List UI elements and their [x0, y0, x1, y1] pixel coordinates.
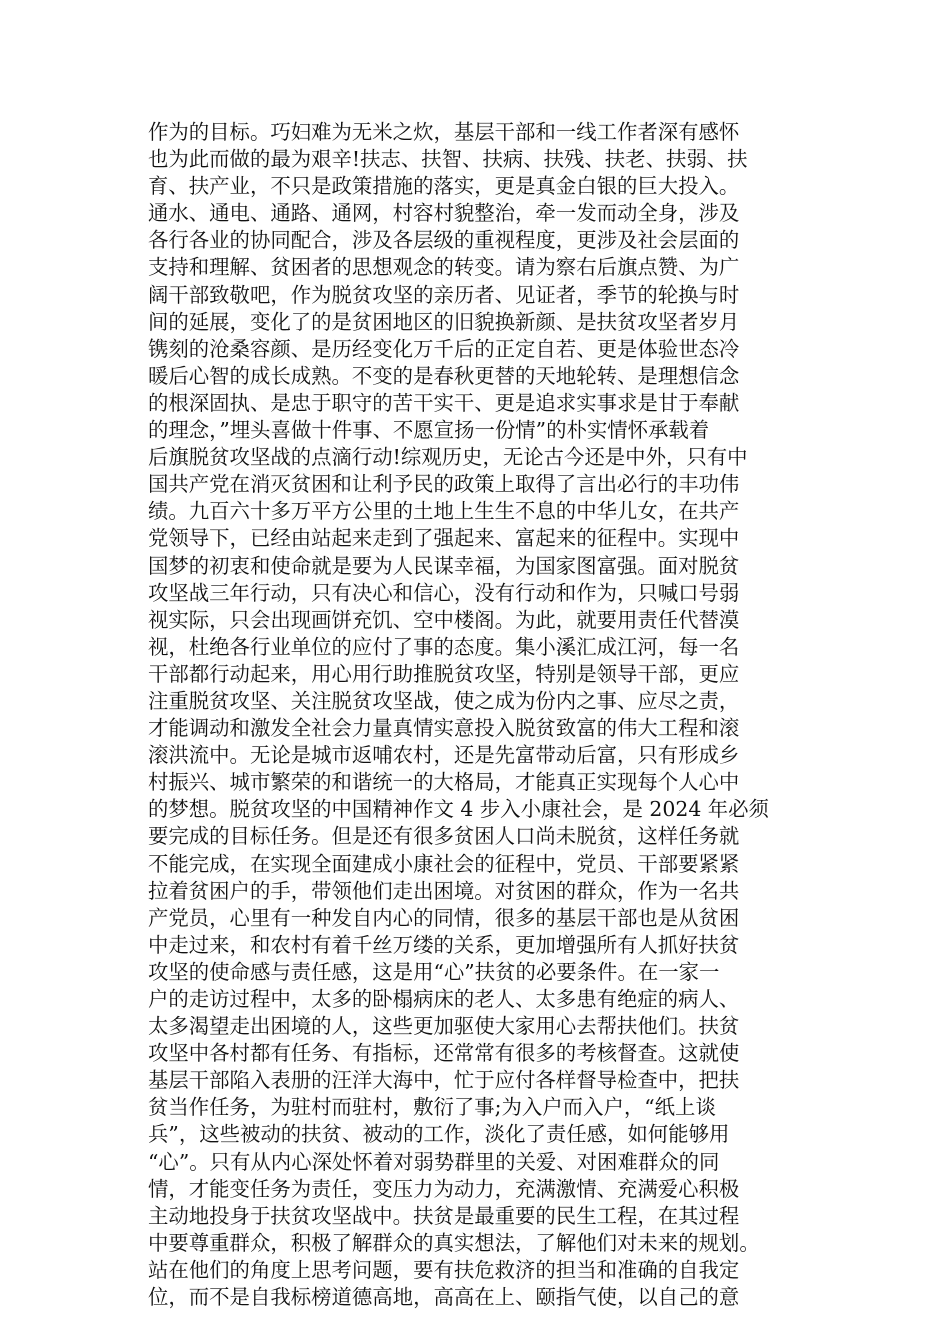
text-line: 位，而不是自我标榜道德高地，高高在上、颐指气使，以自己的意	[148, 1285, 740, 1310]
text-line: 基层干部陷入表册的汪洋大海中，忙于应付各样督导检查中，把扶	[148, 1068, 740, 1093]
text-line: 才能调动和激发全社会力量真情实意投入脱贫致富的伟大工程和滚	[148, 716, 740, 741]
text-line: 情，才能变任务为责任，变压力为动力，充满激情、充满爱心积极	[148, 1176, 740, 1201]
text-line: 后旗脱贫攻坚战的点滴行动!综观历史，无论古今还是中外，只有中	[148, 445, 748, 470]
text-line: 绩。九百六十多万平方公里的土地上生生不息的中华儿女，在共产	[148, 499, 740, 524]
text-line: “心”。只有从内心深处怀着对弱势群里的关爱、对困难群众的同	[148, 1149, 720, 1174]
text-line: 各行各业的协同配合，涉及各层级的重视程度，更涉及社会层面的	[148, 228, 740, 253]
text-line: 攻坚的使命感与责任感，这是用“心”扶贫的必要条件。在一家一	[148, 959, 720, 984]
text-line: 产党员，心里有一种发自内心的同情，很多的基层干部也是从贫困	[148, 905, 740, 930]
text-line: 村振兴、城市繁荣的和谐统一的大格局，才能真正实现每个人心中	[148, 770, 740, 795]
text-line: 攻坚战三年行动，只有决心和信心，没有行动和作为，只喊口号弱	[148, 580, 740, 605]
text-line: 中走过来，和农村有着千丝万缕的关系，更加增强所有人抓好扶贫	[148, 932, 740, 957]
text-line: 的梦想。脱贫攻坚的中国精神作文 4 步入小康社会，是 2024 年必须	[148, 797, 769, 822]
text-line: 党领导下，已经由站起来走到了强起来、富起来的征程中。实现中	[148, 526, 740, 551]
text-line: 育、扶产业，不只是政策措施的落实，更是真金白银的巨大投入。	[148, 174, 740, 199]
text-line: 支持和理解、贫困者的思想观念的转变。请为察右后旗点赞、为广	[148, 255, 740, 280]
text-line: 站在他们的角度上思考问题，要有扶危救济的担当和准确的自我定	[148, 1257, 740, 1282]
text-line: 贫当作任务，为驻村而驻村，敷衍了事;为入户而入户，“纸上谈	[148, 1095, 716, 1120]
text-line: 镌刻的沧桑容颜、是历经变化万千后的正定自若、更是体验世态冷	[148, 336, 740, 361]
text-line: 暖后心智的成长成熟。不变的是春秋更替的天地轮转、是理想信念	[148, 363, 740, 388]
body-text	[148, 119, 828, 1311]
text-line: 拉着贫困户的手，带领他们走出困境。对贫困的群众，作为一名共	[148, 878, 740, 903]
text-line: 要完成的目标任务。但是还有很多贫困人口尚未脱贫，这样任务就	[148, 824, 740, 849]
text-line: 国梦的初衷和使命就是要为人民谋幸福，为国家图富强。面对脱贫	[148, 553, 740, 578]
text-line: 也为此而做的最为艰辛!扶志、扶智、扶病、扶残、扶老、扶弱、扶	[148, 147, 748, 172]
text-line: 通水、通电、通路、通网，村容村貌整治，牵一发而动全身，涉及	[148, 201, 740, 226]
text-line: 视，杜绝各行业单位的应付了事的态度。集小溪汇成江河，每一名	[148, 634, 740, 659]
text-line: 滚洪流中。无论是城市返哺农村，还是先富带动后富，只有形成乡	[148, 743, 740, 768]
text-line: 的理念，”埋头喜做十件事、不愿宣扬一份情”的朴实情怀承载着	[148, 418, 710, 443]
text-line: 国共产党在消灭贫困和让利予民的政策上取得了言出必行的丰功伟	[148, 472, 740, 497]
text-line: 注重脱贫攻坚、关注脱贫攻坚战，使之成为份内之事、应尽之责，	[148, 688, 740, 713]
text-line: 不能完成，在实现全面建成小康社会的征程中，党员、干部要紧紧	[148, 851, 740, 876]
text-line: 兵”，这些被动的扶贫、被动的工作，淡化了责任感，如何能够用	[148, 1122, 730, 1147]
text-line: 攻坚中各村都有任务、有指标，还常常有很多的考核督查。这就使	[148, 1041, 740, 1066]
text-line: 中要尊重群众，积极了解群众的真实想法，了解他们对未来的规划。	[148, 1230, 760, 1255]
text-line: 作为的目标。巧妇难为无米之炊，基层干部和一线工作者深有感怀	[148, 120, 740, 144]
text-line: 户的走访过程中，太多的卧榻病床的老人、太多患有绝症的病人、	[148, 987, 740, 1011]
text-line: 干部都行动起来，用心用行助推脱贫攻坚，特别是领导干部，更应	[148, 661, 740, 686]
text-line: 的根深固执、是忠于职守的苦干实干、更是追求实事求是甘于奉献	[148, 390, 740, 415]
text-line: 阔干部致敬吧，作为脱贫攻坚的亲历者、见证者，季节的轮换与时	[148, 282, 740, 307]
text-line: 视实际，只会出现画饼充饥、空中楼阁。为此，就要用责任代替漠	[148, 607, 740, 632]
text-line: 主动地投身于扶贫攻坚战中。扶贫是最重要的民生工程，在其过程	[148, 1203, 740, 1228]
text-line: 太多渴望走出困境的人，这些更加驱使大家用心去帮扶他们。扶贫	[148, 1014, 740, 1039]
text-line: 间的延展，变化了的是贫困地区的旧貌换新颜、是扶贫攻坚者岁月	[148, 309, 740, 334]
